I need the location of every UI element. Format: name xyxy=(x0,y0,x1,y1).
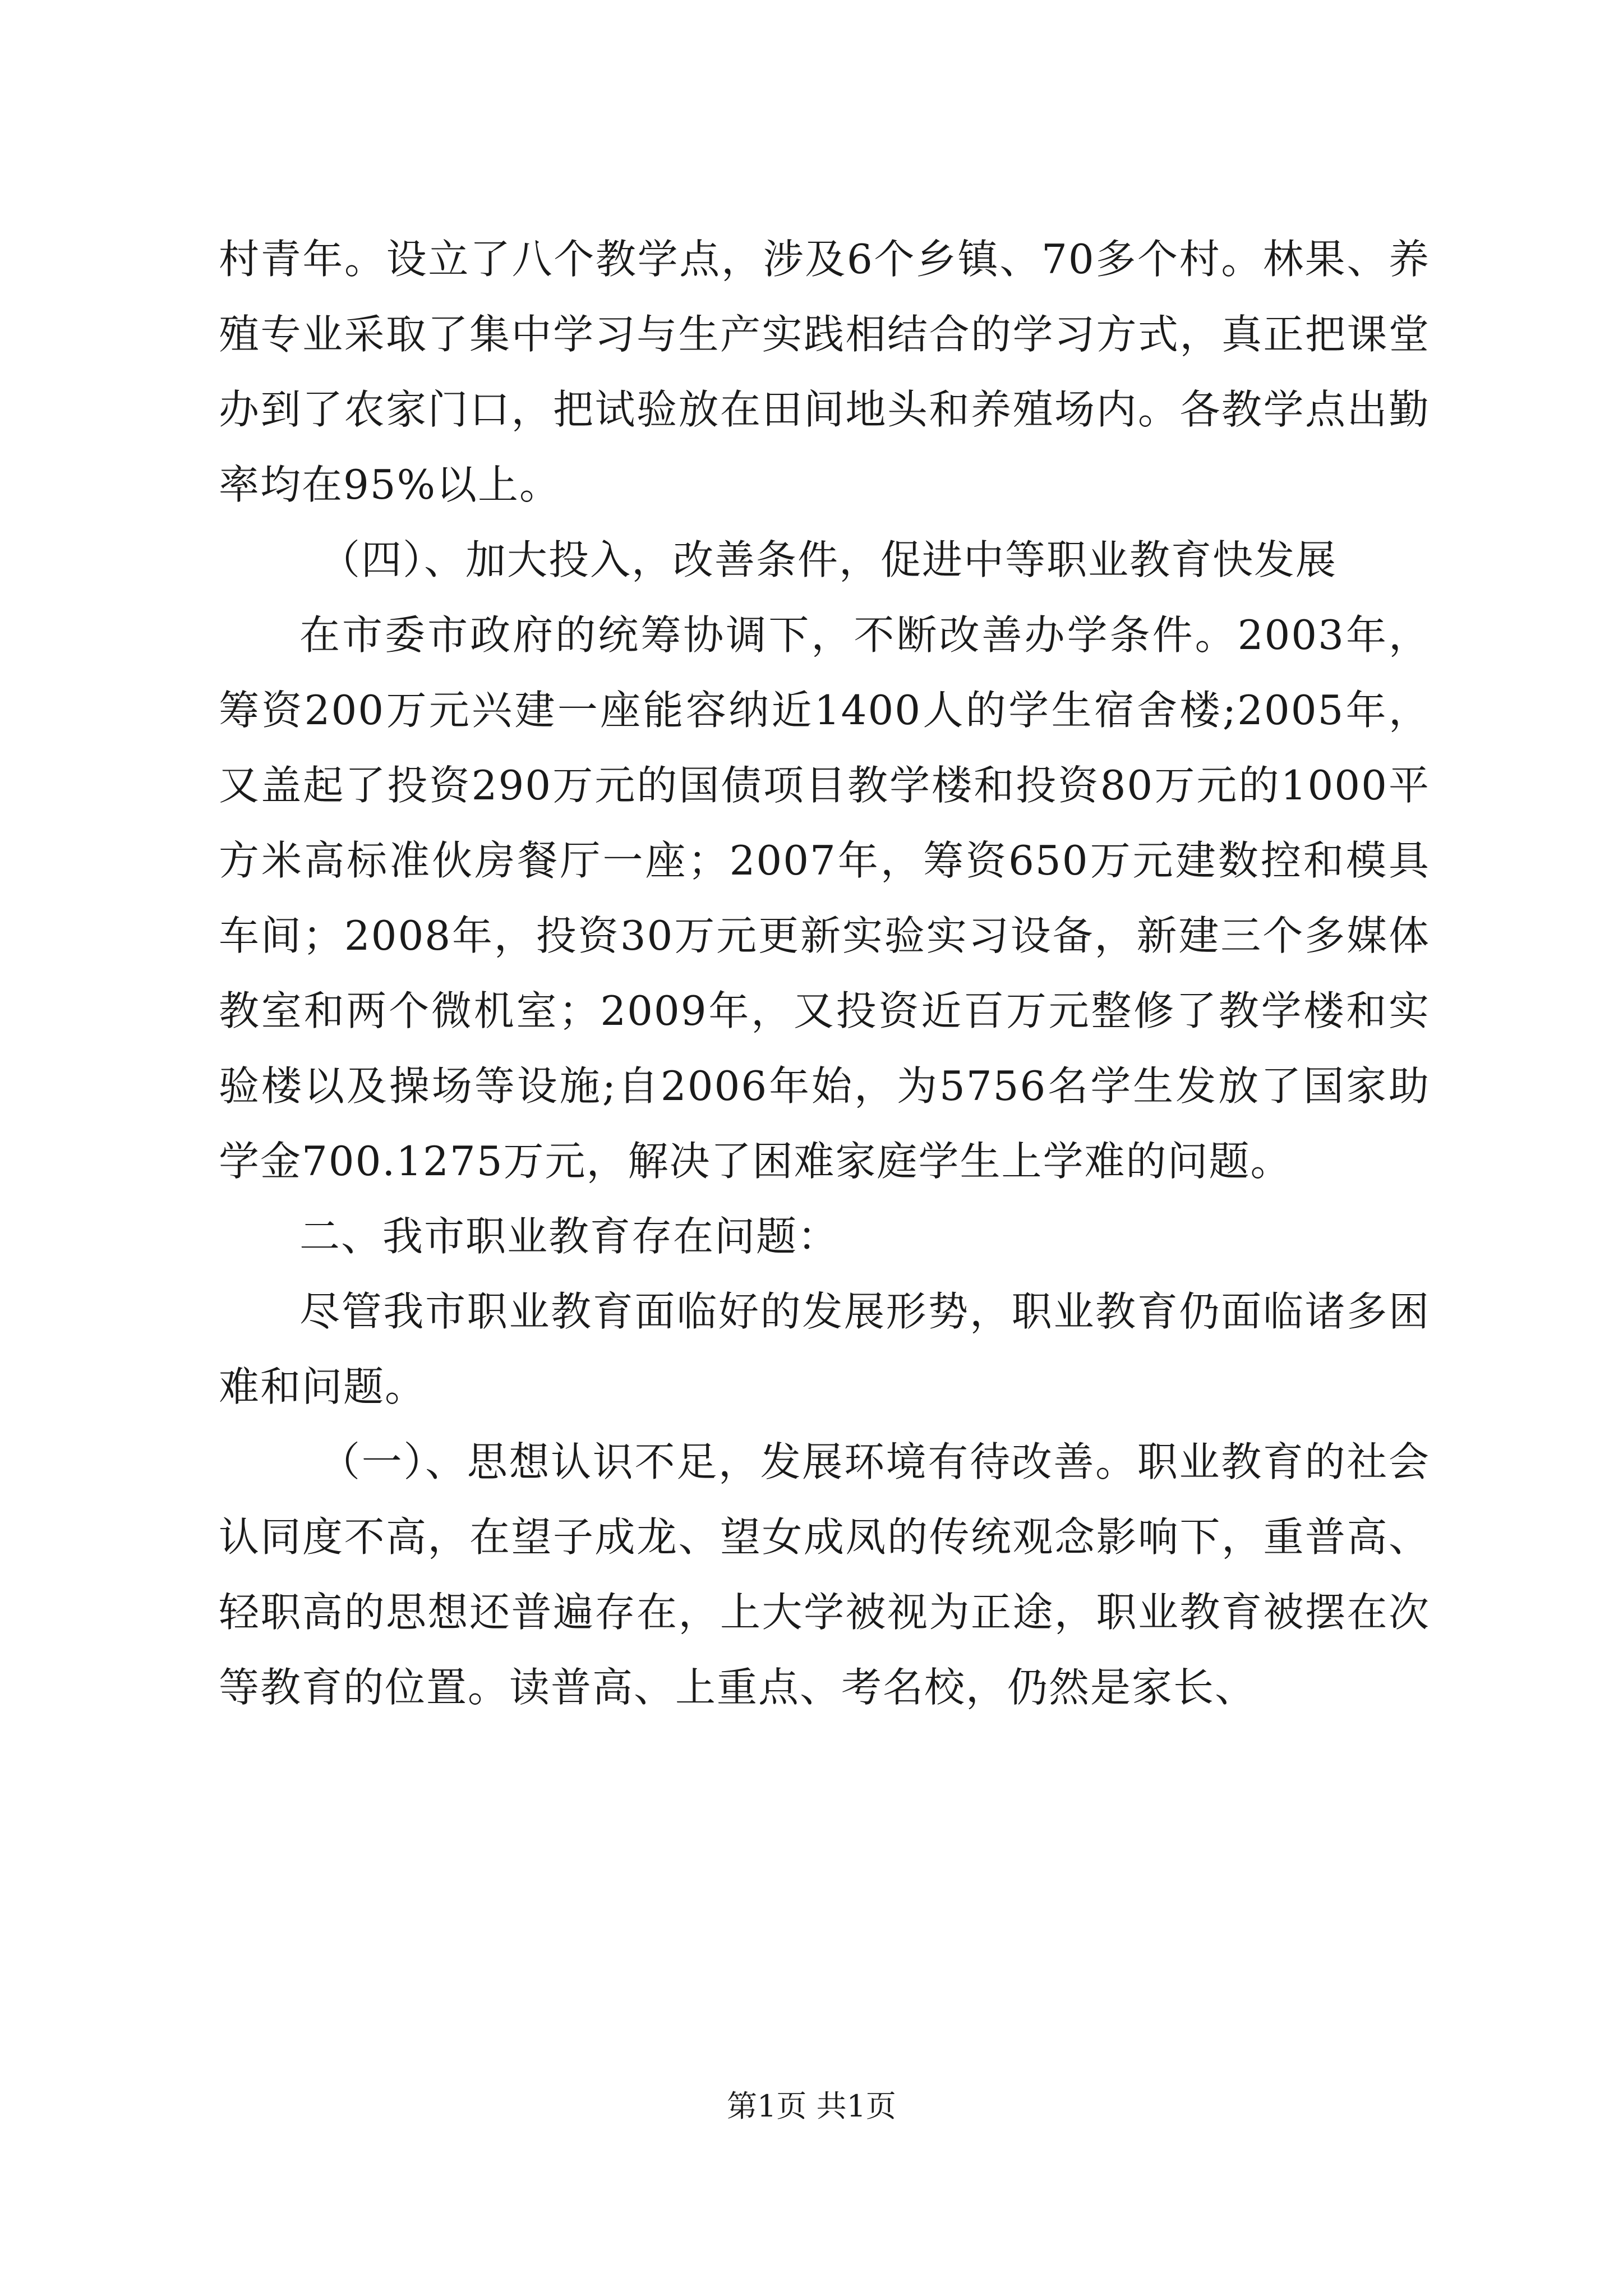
paragraph-problem-one: （一）、思想认识不足，发展环境有待改善。职业教育的社会认同度不高，在望子成龙、望女成凤的传统观念影响下，重普高、轻职高的思想还普遍存在，上大学被视为正途，职业教育被摆在次等教育的位置。读普高、上重点、考名校，仍然是家长、 xyxy=(219,1438,1430,1711)
paragraph-problems-intro: 尽管我市职业教育面临好的发展形势，职业教育仍面临诸多困难和问题。 xyxy=(219,1288,1430,1410)
section-heading-problems: 二、我市职业教育存在问题： xyxy=(299,1213,840,1260)
page-footer xyxy=(0,2087,1623,2126)
section-heading-four: （四）、加大投入，改善条件，促进中等职业教育快发展 xyxy=(320,536,1338,583)
document-body xyxy=(219,222,1430,1725)
paragraph-continuation: 村青年。设立了八个教学点，涉及6个乡镇、70多个村。林果、养殖专业采取了集中学习与生产实践相结合的学习方式，真正把课堂办到了农家门口，把试验放在田间地头和养殖场内。各教学点出勤率均在95%以上。 xyxy=(219,236,1430,508)
paragraph-investment: 在市委市政府的统筹协调下，不断改善办学条件。2003年，筹资200万元兴建一座能容纳近1400人的学生宿舍楼;2005年，又盖起了投资290万元的国债项目教学楼和投资80万元的1000平方米高标准伙房餐厅一座；2007年，筹资650万元建数控和模具车间；2008年，投资30万元更新实验实习设备，新建三个多媒体教室和两个微机室；2009年，又投资近百万元整修了教学楼和实验楼以及操场等设施;自2006年始，为5756名学生发放了国家助学金700.1275万元，解决了困难家庭学生上学难的问题。 xyxy=(219,611,1430,1185)
page-number-label: 第1页 共1页 xyxy=(727,2088,896,2124)
